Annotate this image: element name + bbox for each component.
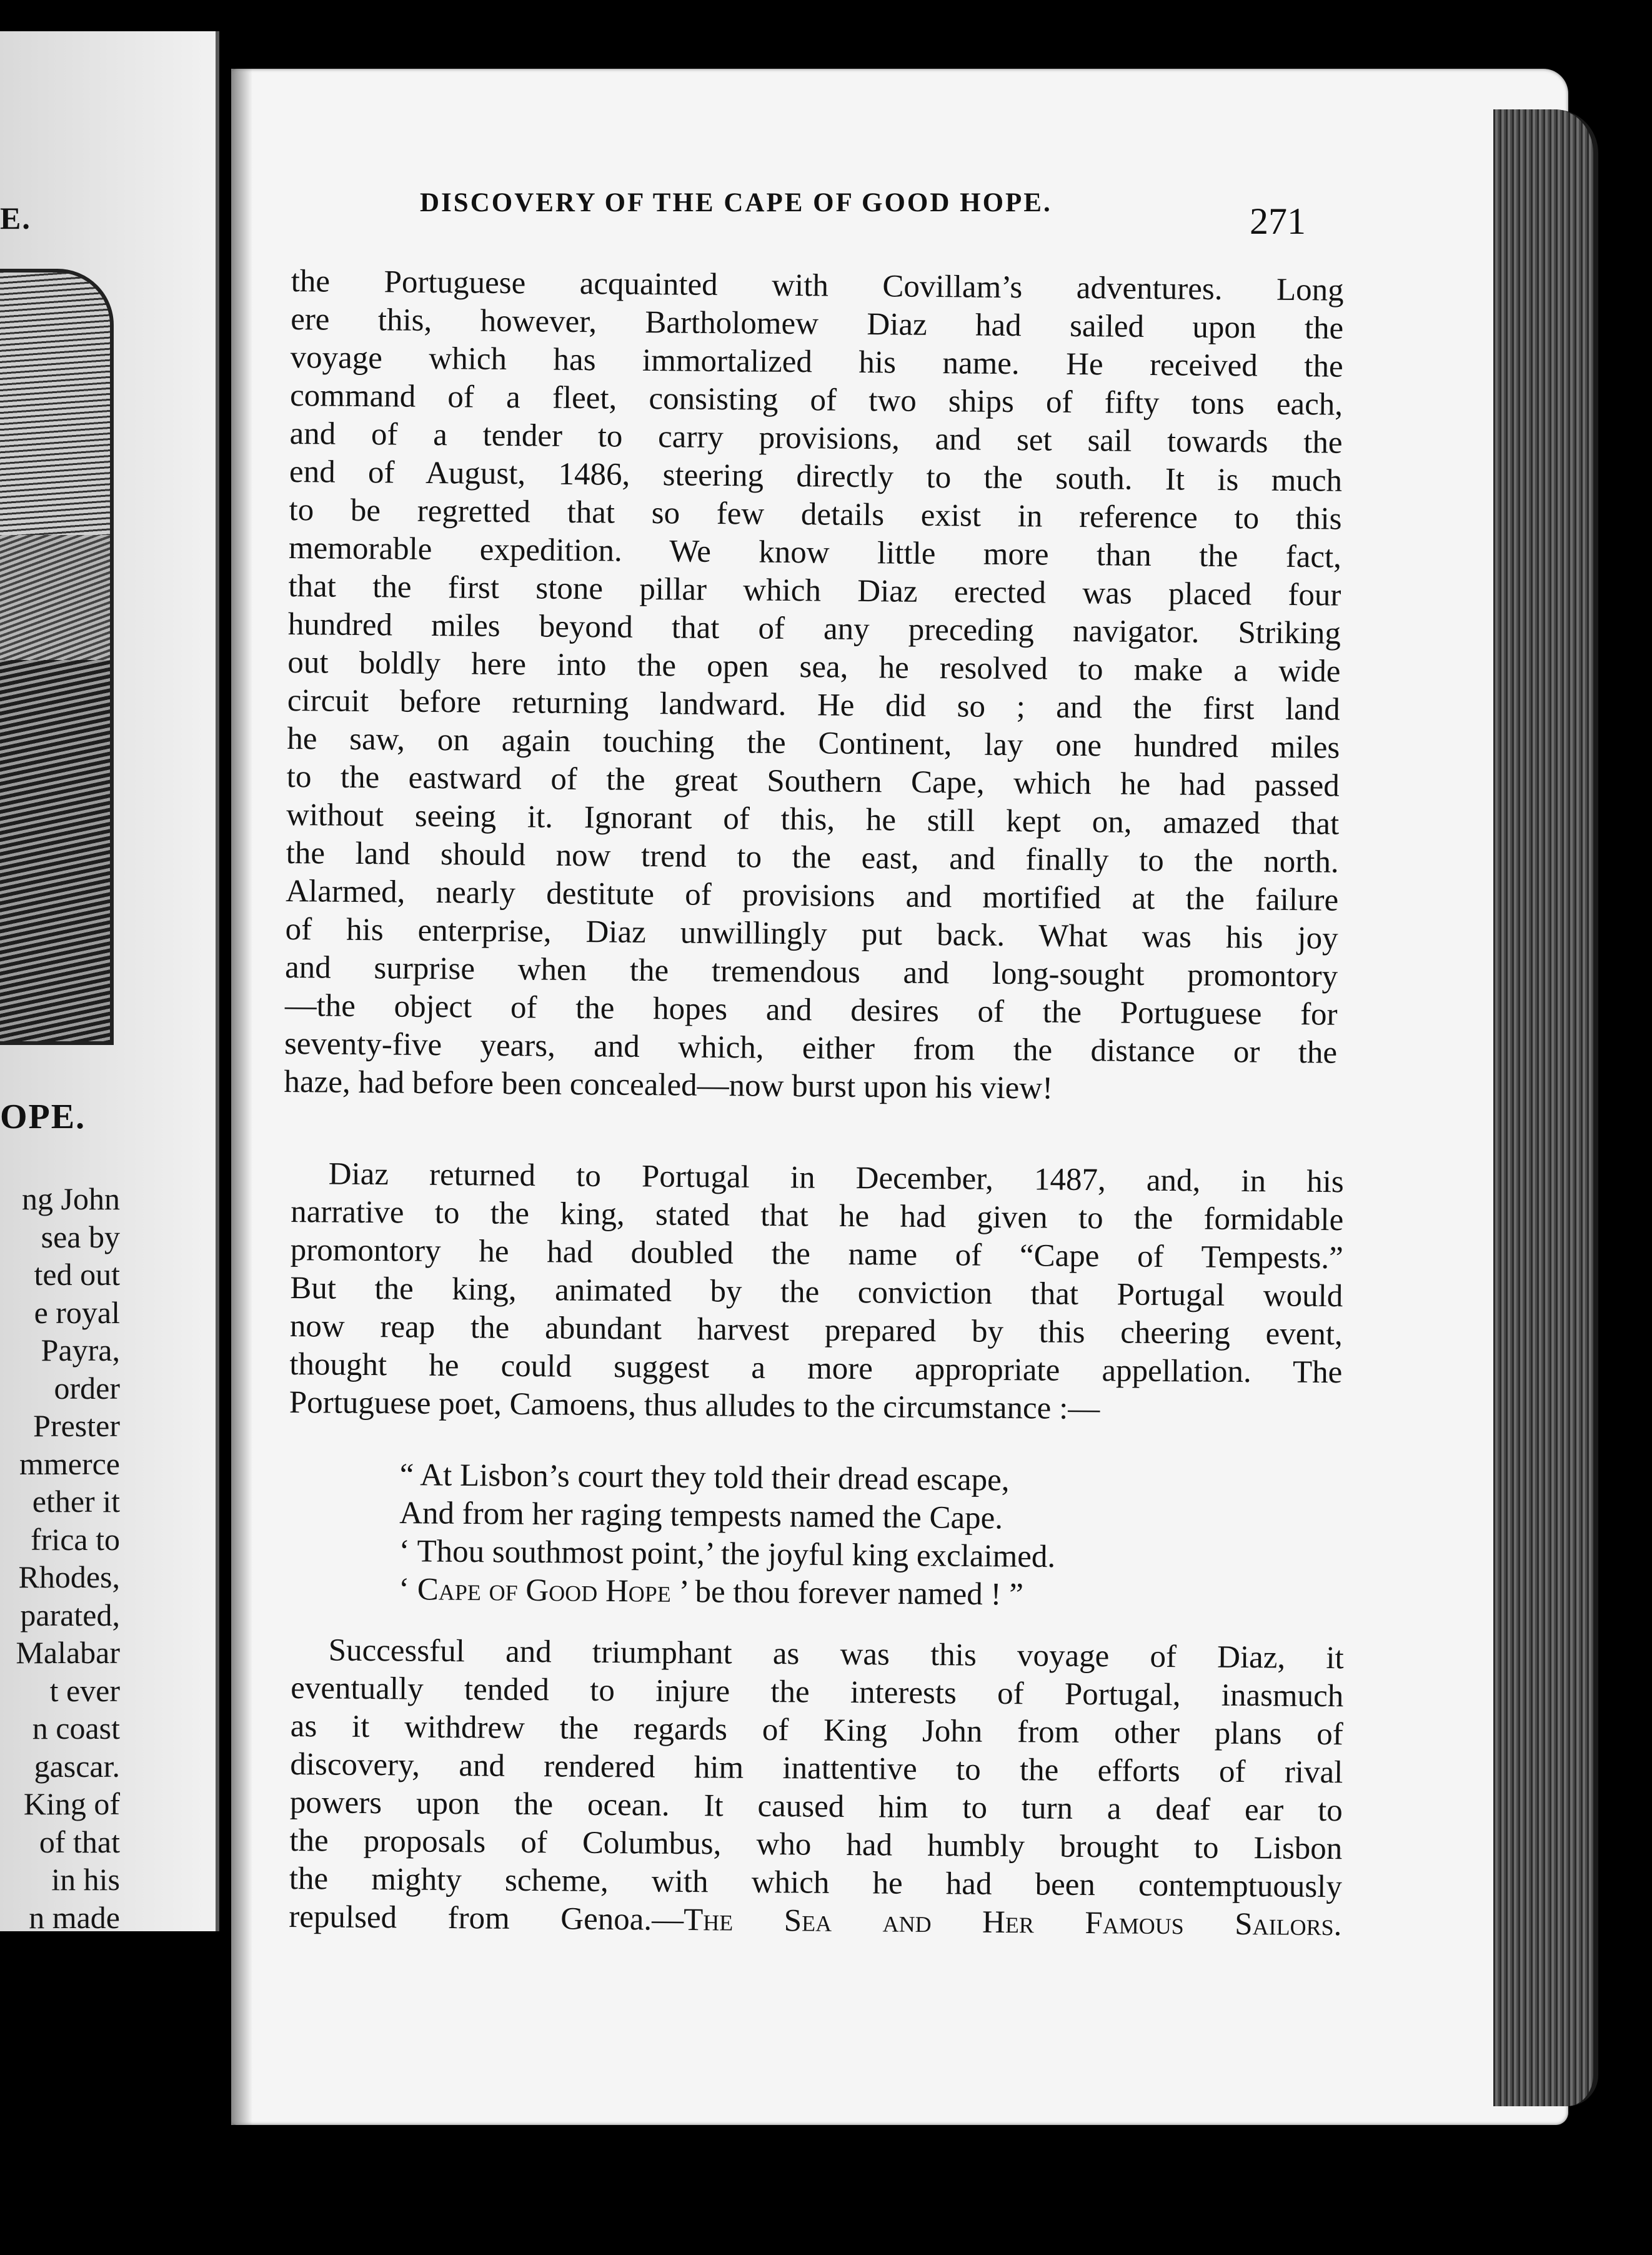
text-line: narrative to the king, stated that he had given to the formidable: [291, 1194, 1344, 1238]
left-fragment-line: Malabar: [16, 1635, 120, 1670]
left-fragment-line: n coast: [32, 1711, 120, 1746]
paragraph-3: [289, 1631, 1344, 1944]
text-line: seventy-five years, and which, either from the distance or the: [284, 1026, 1338, 1071]
left-fragment-line: t ever: [49, 1672, 120, 1708]
poem-line-4: [399, 1571, 1242, 1616]
poem-line: ‘ Thou southmost point,’ the joyful king exclaimed.: [399, 1533, 1056, 1575]
left-facing-page: [0, 31, 219, 1931]
left-fragment-line: n made: [29, 1899, 120, 1931]
text-line: without seeing it. Ignorant of this, he still kept on, amazed that: [286, 797, 1340, 842]
left-fragment-line: Prester: [33, 1408, 120, 1443]
engraving-sea-hatching: [0, 660, 110, 1041]
engraving-land-hatching: [0, 535, 110, 672]
left-fragment-line: sea by: [41, 1219, 120, 1254]
text-line: Portuguese poet, Camoens, thus alludes to the circumstance :—: [289, 1384, 1100, 1427]
paragraph-1: [284, 262, 1344, 1111]
left-fragment-line: e royal: [34, 1294, 120, 1330]
left-fragment-line: ng John: [22, 1181, 120, 1216]
text-line: the proposals of Columbus, who had humbly brought to Lisbon: [289, 1822, 1343, 1867]
poem-line: And from her raging tempests named the Cape.: [399, 1495, 1003, 1536]
text-line: end of August, 1486, steering directly to the south. It is much: [289, 454, 1343, 499]
poem-quote-open: ‘: [398, 1571, 418, 1608]
page-number: 271: [1250, 201, 1306, 242]
text-line: Diaz returned to Portugal in December, 1487, and, in his: [328, 1156, 1344, 1200]
text-line: as it withdrew the regards of King John from other plans of: [290, 1708, 1343, 1752]
poem-line-4-rest: ’ be thou forever named ! ”: [670, 1574, 1024, 1612]
left-fragment-line: frica to: [31, 1521, 120, 1557]
text-line: out boldly here into the open sea, he resolved to make a wide: [287, 644, 1341, 689]
left-page-heading-fragment: OPE.: [0, 1098, 86, 1136]
left-fragment-line: in his: [51, 1862, 120, 1897]
left-page-running-head-fragment: E.: [0, 201, 31, 236]
book-page-edges: [1493, 109, 1598, 2106]
text-line: haze, had before been concealed—now burst upon his view!: [284, 1064, 1053, 1106]
left-fragment-line: parated,: [20, 1597, 120, 1632]
text-line: he saw, on again touching the Continent, lay one hundred miles: [287, 721, 1340, 766]
text-line: discovery, and rendered him inattentive to the efforts of rival: [290, 1746, 1343, 1791]
text-line: memorable expedition. We know little more than the fact,: [288, 530, 1342, 575]
text-line: circuit before returning landward. He did so ; and the first land: [287, 682, 1341, 728]
text-line: and of a tender to carry provisions, and set sail towards the: [289, 416, 1343, 461]
text-line: But the king, animated by the conviction that Portugal would: [290, 1270, 1343, 1314]
left-fragment-line: Rhodes,: [18, 1559, 120, 1594]
left-fragment-line: ether it: [32, 1484, 120, 1519]
text-line: and surprise when the tremendous and long-sought promontory: [284, 949, 1338, 994]
text-line: eventually tended to injure the interests of Portugal, inasmuch: [291, 1670, 1344, 1714]
text-line: Alarmed, nearly destitute of provisions and mortified at the failure: [285, 873, 1339, 918]
text-line: the Portuguese acquainted with Covillam’s adventures. Long: [291, 263, 1344, 308]
text-line: to the eastward of the great Southern Cape, which he had passed: [286, 759, 1340, 804]
text-line: ere this, however, Bartholomew Diaz had sailed upon the: [290, 301, 1344, 346]
poem-cape-name: Cape of Good Hope: [417, 1572, 672, 1609]
text-line: the land should now trend to the east, and finally to the north.: [286, 835, 1339, 880]
text-line: hundred miles beyond that of any preceding navigator. Striking: [287, 606, 1341, 651]
text-line: to be regretted that so few details exist in reference to this: [289, 492, 1342, 537]
left-fragment-line: ted out: [34, 1257, 120, 1292]
source-citation: The Sea and Her Famous Sailors.: [683, 1902, 1342, 1943]
text-line: powers upon the ocean. It caused him to turn a deaf ear to: [289, 1784, 1343, 1829]
left-fragment-line: of that: [39, 1824, 120, 1859]
engraving-illustration: [0, 269, 114, 1045]
left-page-text-fragments: [0, 1180, 120, 1931]
text-line: Successful and triumphant as was this voyage of Diaz, it: [328, 1632, 1344, 1676]
text-line: —the object of the hopes and desires of the Portuguese for: [284, 988, 1338, 1032]
poem-line: “ At Lisbon’s court they told their dread escape,: [399, 1458, 1010, 1498]
text-line: the mighty scheme, with which he had been contemptuously: [289, 1861, 1343, 1905]
text-line: promontory he had doubled the name of “Cape of Tempests.”: [290, 1232, 1343, 1276]
running-head: DISCOVERY OF THE CAPE OF GOOD HOPE.: [420, 188, 1052, 218]
gutter-shadow: [231, 69, 252, 2125]
closing-text: repulsed from Genoa.—: [289, 1899, 684, 1938]
camoens-poem-quote: [399, 1456, 1243, 1616]
left-fragment-line: Payra,: [41, 1332, 120, 1368]
paragraph-2: [289, 1155, 1344, 1430]
text-line: now reap the abundant harvest prepared by this cheering event,: [289, 1308, 1343, 1352]
text-line: thought he could suggest a more appropriate appellation. The: [289, 1346, 1343, 1391]
left-fragment-line: gascar.: [34, 1748, 120, 1784]
text-line: of his enterprise, Diaz unwillingly put back. What was his joy: [285, 911, 1338, 956]
text-line: voyage which has immortalized his name. He received the: [290, 339, 1343, 384]
text-line: that the first stone pillar which Diaz erected was placed four: [288, 568, 1341, 613]
text-line: command of a fleet, consisting of two ships of fifty tons each,: [289, 378, 1343, 422]
left-fragment-line: King of: [23, 1786, 120, 1821]
left-fragment-line: mmerce: [19, 1446, 120, 1481]
left-fragment-line: order: [54, 1370, 120, 1406]
